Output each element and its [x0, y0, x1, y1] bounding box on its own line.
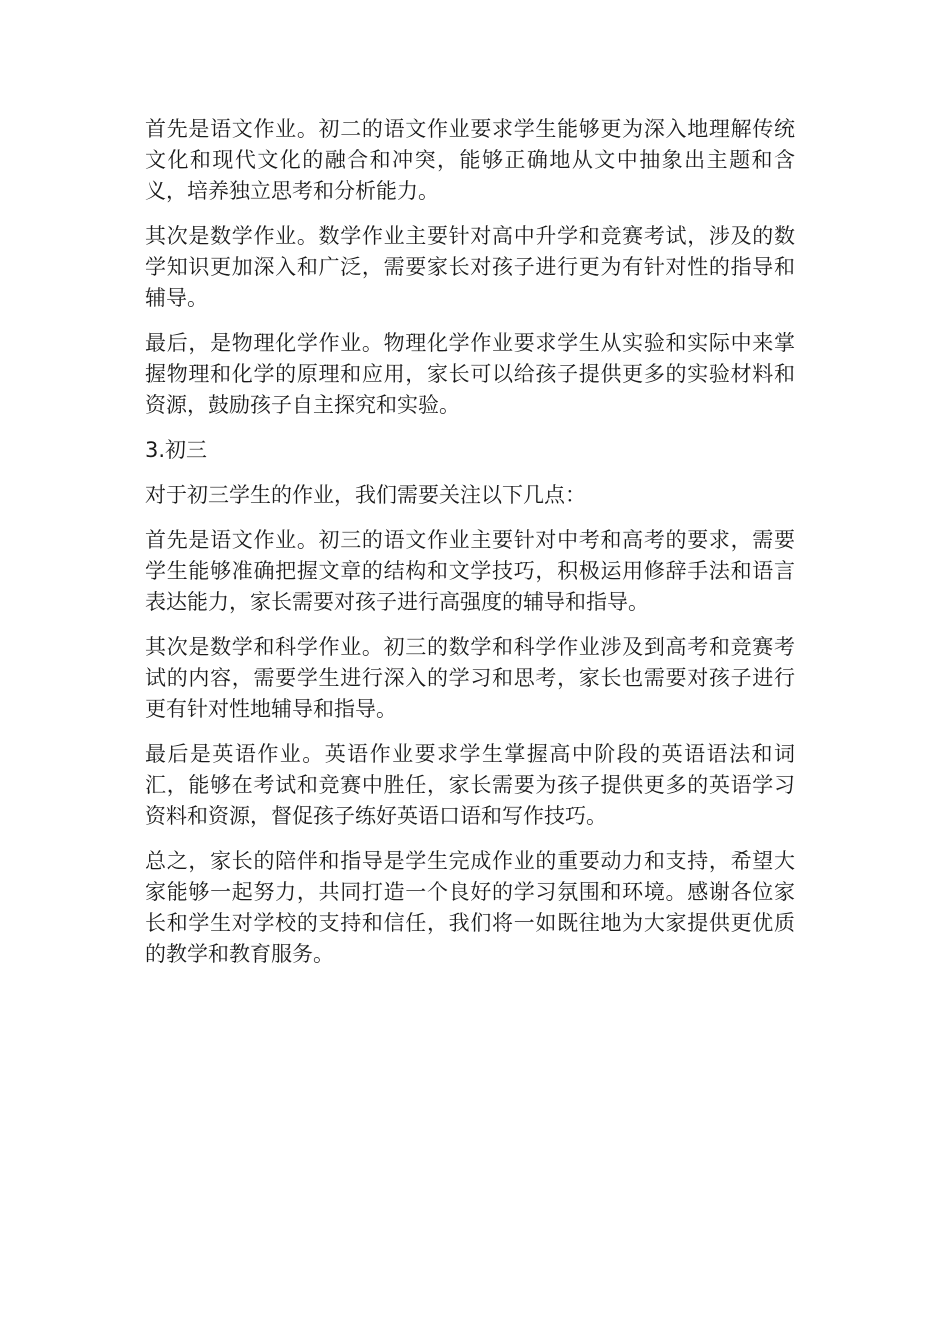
paragraph-grade3-intro: 对于初三学生的作业，我们需要关注以下几点： — [145, 483, 586, 507]
paragraph-grade3-math-science: 其次是数学和科学作业。初三的数学和科学作业涉及到高考和竞赛考试的内容，需要学生进行深入的学习和思考，家长也需要对孩子进行更有针对性地辅导和指导。 — [145, 635, 795, 721]
paragraph-grade3-chinese: 首先是语文作业。初三的语文作业主要针对中考和高考的要求，需要学生能够准确把握文章的结构和文学技巧，积极运用修辞手法和语言表达能力，家长需要对孩子进行高强度的辅导和指导。 — [145, 528, 795, 614]
document-body — [145, 114, 795, 984]
paragraph-grade2-chinese: 首先是语文作业。初二的语文作业要求学生能够更为深入地理解传统文化和现代文化的融合和冲突，能够正确地从文中抽象出主题和含义，培养独立思考和分析能力。 — [145, 117, 795, 203]
paragraph-grade2-physics-chemistry: 最后，是物理化学作业。物理化学作业要求学生从实验和实际中来掌握物理和化学的原理和应用，家长可以给孩子提供更多的实验材料和资源，鼓励孩子自主探究和实验。 — [145, 331, 795, 417]
paragraph-grade2-math: 其次是数学作业。数学作业主要针对高中升学和竞赛考试，涉及的数学知识更加深入和广泛，需要家长对孩子进行更为有针对性的指导和辅导。 — [145, 224, 795, 310]
paragraph-conclusion: 总之，家长的陪伴和指导是学生完成作业的重要动力和支持，希望大家能够一起努力，共同打造一个良好的学习氛围和环境。感谢各位家长和学生对学校的支持和信任，我们将一如既往地为大家提供更优质的教学和教育服务。 — [145, 849, 795, 966]
section-heading-grade3: 3.初三 — [145, 438, 208, 462]
paragraph-grade3-english: 最后是英语作业。英语作业要求学生掌握高中阶段的英语语法和词汇，能够在考试和竞赛中胜任，家长需要为孩子提供更多的英语学习资料和资源，督促孩子练好英语口语和写作技巧。 — [145, 742, 795, 828]
